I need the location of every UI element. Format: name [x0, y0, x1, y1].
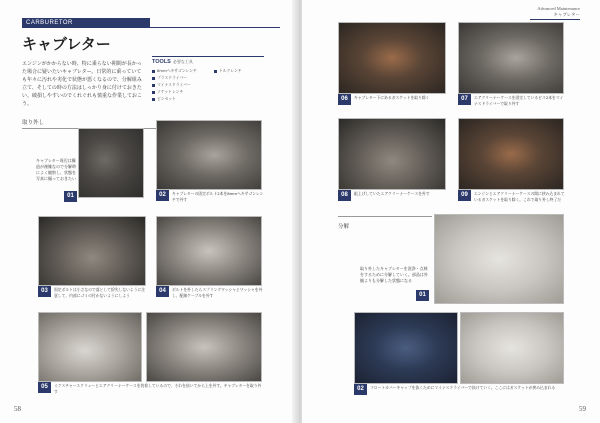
step-photo [458, 118, 564, 190]
tools-box [152, 56, 264, 106]
step-photo [434, 214, 564, 304]
tool-item: ピンセット [152, 95, 212, 102]
step-photo [156, 216, 262, 286]
step-photo [146, 312, 262, 382]
step-number: 08 [338, 190, 351, 201]
removal-heading: 取り外し [22, 120, 45, 126]
step-caption: キャブレター周辺は構造が複雑なので分解時によく観察し、状態を写真に撮っておきたい [36, 158, 76, 181]
tool-item: マイナスドライバー [152, 81, 212, 88]
page-number-right: 59 [579, 405, 586, 413]
step-caption: ボルトを外したらスプリングワッシャとワッシャを外し、配線ケーブルを外す [172, 287, 263, 298]
step-photo [354, 312, 458, 384]
tool-item: トルクレンチ [214, 67, 264, 74]
right-page [302, 0, 600, 423]
step-photo [38, 216, 146, 286]
step-photo [460, 312, 564, 384]
tools-list [152, 67, 212, 102]
tool-item: プラスドライバー [152, 74, 212, 81]
section-tag: CARBURETOR [22, 18, 150, 28]
step-caption: 取り外したキャブレターを洗浄・点検をするために分解していく。部品は外観よりも分解した状態になる [360, 266, 428, 283]
step-number: 05 [38, 382, 51, 393]
step-photo [38, 312, 142, 382]
step-photo [338, 118, 446, 190]
step-number: 01 [416, 290, 429, 301]
tool-item: 8mmヘキサゴンレンチ [152, 67, 212, 74]
tool-item: ソケットレンチ [152, 88, 212, 95]
step-caption: 組上げしていたエアクリーナーケースを外す [354, 191, 430, 196]
step-caption: ミクスチャースクリューとエアクリーナーケースを装着しているので、それを抜いてから上を外す。キャブレターを取り外す [54, 383, 262, 394]
tools-list-2 [214, 67, 264, 74]
running-head-rule [530, 19, 580, 20]
step-photo [338, 22, 446, 94]
step-number: 09 [458, 190, 471, 201]
section-rule [150, 27, 280, 28]
step-caption: キャブレター下にあるガスケットを取り除く [354, 95, 430, 100]
tools-subtitle: 必要な工具 [172, 59, 193, 64]
step-caption: エアクリーナーケースを固定しているビス2本をマイナスドライバーで取り外す [474, 95, 564, 106]
page-number-left: 58 [14, 405, 21, 413]
step-caption: エンジンとエアクリーナーケースの間に挟み込まれているガスケットを取り除く。これで取り外し終了だ [474, 191, 565, 202]
step-number: 02 [156, 190, 169, 201]
disassembly-heading: 分解 [338, 224, 350, 230]
step-caption: 固定ボルトは小さなので落として紛失しないように注意して、内部にゴミの付かないようにしよう [54, 287, 146, 298]
left-page [0, 0, 298, 423]
intro-text: エンジンがかからない時、特に乗らない期間が長かった場合に疑いたいキャブレター。日常的に乗っていても年々に汚れや劣化で状態が悪くなるので、分解組み立て、そしての時の方法はしっかり身に付けておきたい。破損しやすいのでくれぐれも慎重な作業しておこう。 [22, 61, 143, 107]
step-number: 07 [458, 94, 471, 105]
step-number: 01 [64, 191, 77, 202]
step-number: 06 [338, 94, 351, 105]
step-number: 04 [156, 286, 169, 297]
step-number: 02 [354, 384, 367, 395]
tools-title: TOOLS 必要な工具 [152, 59, 193, 65]
step-photo [458, 22, 564, 94]
disassembly-rule [338, 216, 432, 217]
step-number: 03 [38, 286, 51, 297]
running-head-sub: キャブレター [553, 13, 580, 18]
step-caption: フロートカバーキャップを抜くためにマイナスドライバーで抜けていく。ここにはガスケットが挟み込まれる [370, 385, 556, 390]
step-photo [78, 128, 144, 198]
step-caption: キャブレターの固定ボルト2本を8mmヘキサゴンレンチで外す [172, 191, 264, 202]
step-photo [156, 120, 262, 190]
page-title: キャブレター [22, 35, 111, 53]
running-head-title: Advanced Maintenance [537, 6, 580, 11]
